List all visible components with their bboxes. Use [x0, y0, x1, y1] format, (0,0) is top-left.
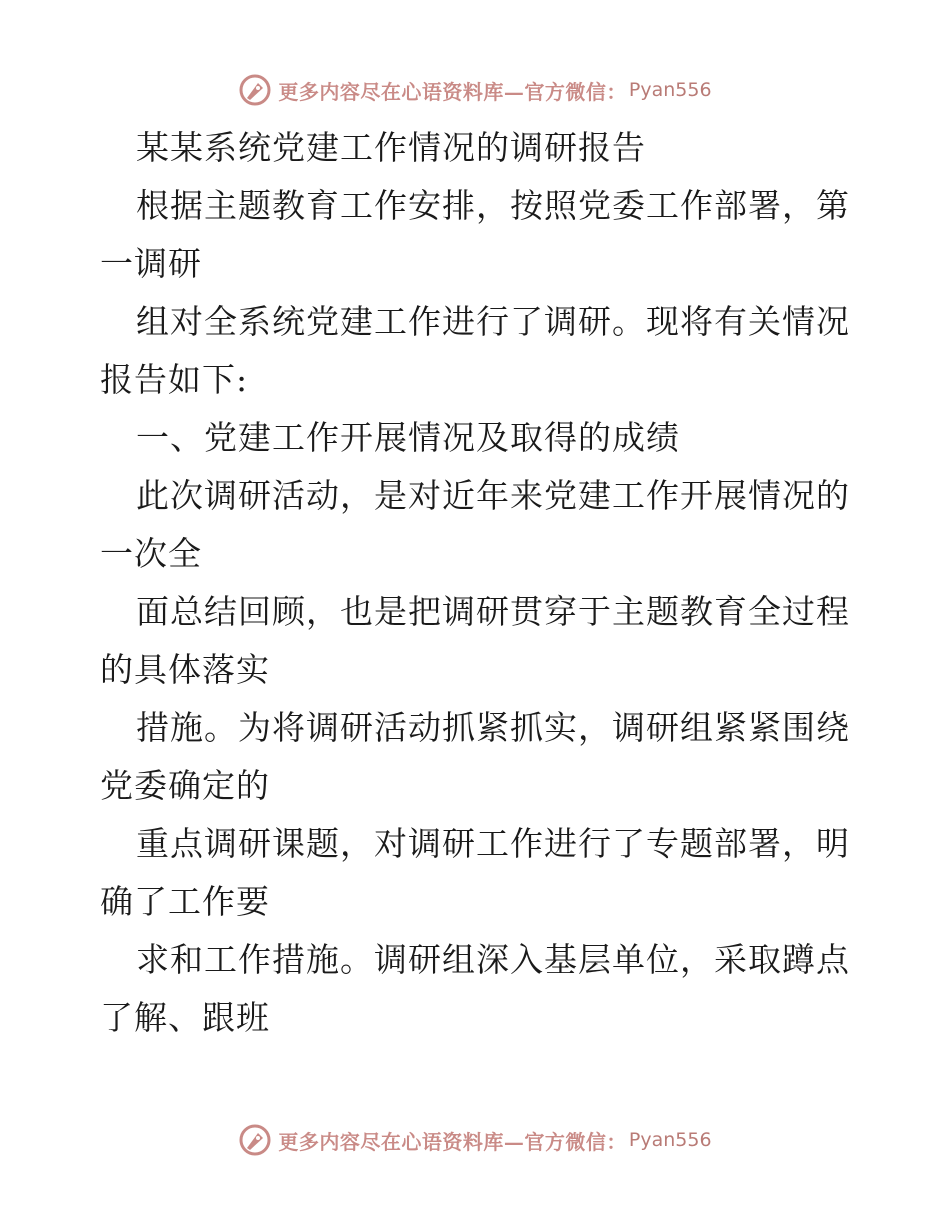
text-line: 求和工作措施。调研组深入基层单位，采取蹲点: [136, 940, 850, 979]
document-body: [100, 119, 850, 1047]
text-line: 措施。为将调研活动抓紧抓实，调研组紧紧围绕: [136, 708, 850, 747]
header-watermark: [0, 70, 950, 110]
text-line: 某某系统党建工作情况的调研报告: [136, 128, 646, 167]
text-line: 根据主题教育工作安排，按照党委工作部署，第: [136, 186, 850, 225]
text-line: 一、党建工作开展情况及取得的成绩: [136, 418, 680, 457]
pen-nib-circle-icon: [238, 1123, 272, 1157]
text-line: 一调研: [100, 244, 202, 283]
text-line: 报告如下:: [100, 360, 249, 399]
pen-nib-circle-icon: [238, 73, 272, 107]
text-line: 了解、跟班: [100, 998, 270, 1037]
footer-watermark: [0, 1120, 950, 1160]
watermark-brand-text: 更多内容尽在心语资料库—官方微信：: [278, 79, 627, 104]
text-line: 确了工作要: [100, 882, 270, 921]
text-line: 党委确定的: [100, 766, 270, 805]
text-line: 组对全系统党建工作进行了调研。现将有关情况: [136, 302, 850, 341]
watermark-wechat-id: Pyan556: [628, 1129, 712, 1151]
text-line: 此次调研活动，是对近年来党建工作开展情况的: [136, 476, 850, 515]
text-line: 面总结回顾，也是把调研贯穿于主题教育全过程: [136, 592, 850, 631]
watermark-wechat-id: Pyan556: [628, 79, 712, 101]
text-line: 一次全: [100, 534, 202, 573]
watermark-brand-text: 更多内容尽在心语资料库—官方微信：: [278, 1129, 627, 1154]
text-line: 重点调研课题，对调研工作进行了专题部署，明: [136, 824, 850, 863]
text-line: 的具体落实: [100, 650, 270, 689]
